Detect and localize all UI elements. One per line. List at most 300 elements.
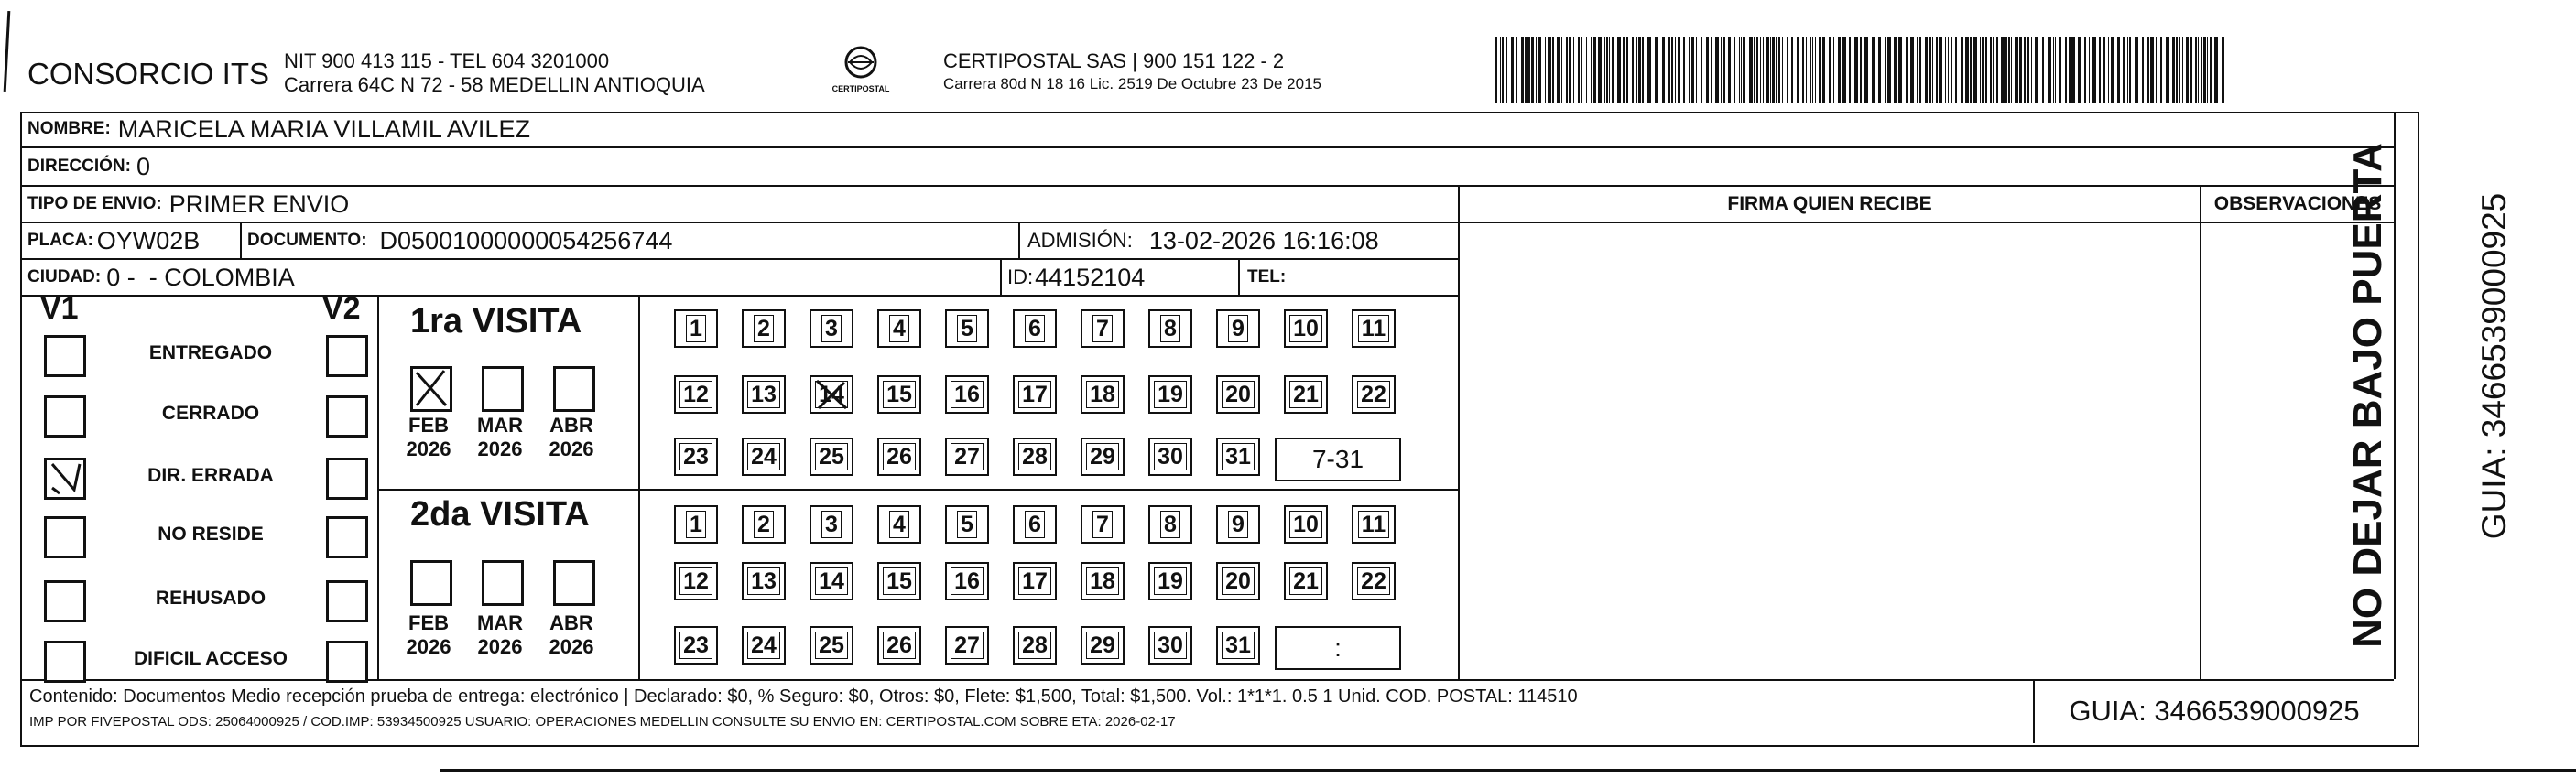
- day-box[interactable]: [810, 375, 853, 414]
- admision-value: 13-02-2026 16:16:08: [1148, 226, 1379, 254]
- barcode-bar: [1996, 37, 1998, 103]
- day-number: 21: [1289, 567, 1322, 595]
- barcode-bar: [1970, 37, 1972, 103]
- day-number: 7: [1092, 315, 1113, 342]
- barcode-bar: [2011, 37, 2012, 103]
- barcode-bar: [2203, 37, 2206, 103]
- day-number: 9: [1228, 511, 1248, 538]
- day-number: 8: [1160, 511, 1180, 538]
- tel-cell: [1247, 259, 1291, 296]
- day-box[interactable]: [1216, 375, 1260, 414]
- barcode-bar: [1593, 37, 1596, 103]
- day-box[interactable]: [1013, 562, 1057, 600]
- day-number: 5: [957, 511, 977, 538]
- month-checkbox-feb[interactable]: [410, 560, 452, 606]
- day-box[interactable]: [742, 626, 786, 665]
- time-box[interactable]: 7-31: [1275, 438, 1401, 481]
- barcode-bar: [1939, 37, 1942, 103]
- time-box[interactable]: :: [1275, 626, 1401, 670]
- barcode-bar: [1838, 37, 1841, 103]
- day-number: 10: [1289, 315, 1322, 342]
- nombre-value: MARICELA MARIA VILLAMIL AVILEZ: [117, 114, 530, 143]
- barcode-bar: [1776, 37, 1777, 103]
- barcode-bar: [1581, 37, 1582, 103]
- day-box[interactable]: [1148, 626, 1192, 665]
- day-box[interactable]: [674, 562, 718, 600]
- second-visit-title: 2da VISITA: [410, 495, 590, 534]
- status-option-label: DIR. ERRADA: [147, 465, 274, 486]
- v2-checkbox[interactable]: [326, 458, 368, 500]
- barcode-bar: [1668, 37, 1670, 103]
- barcode-bar: [1787, 37, 1788, 103]
- barcode-bar: [1612, 37, 1614, 103]
- barcode-bar: [1797, 37, 1799, 103]
- day-number: 1: [686, 511, 706, 538]
- barcode-bar: [1525, 37, 1527, 103]
- v2-label: V2: [322, 291, 361, 326]
- barcode-bar: [2190, 37, 2192, 103]
- barcode-bar: [1815, 37, 1816, 103]
- id-cell: [1007, 259, 1145, 296]
- day-number: 14: [815, 381, 848, 408]
- certipostal-logo-icon: [815, 42, 907, 106]
- day-number: 4: [889, 511, 909, 538]
- signature-left-border: [1458, 185, 1460, 679]
- day-box[interactable]: [877, 375, 921, 414]
- barcode-bar: [1936, 37, 1938, 103]
- day-number: 26: [883, 443, 916, 470]
- day-number: 10: [1289, 511, 1322, 538]
- certipostal-logo: [815, 42, 907, 106]
- day-box[interactable]: [1013, 438, 1057, 476]
- barcode-bar: [2186, 37, 2189, 103]
- barcode-bar: [1810, 37, 1811, 103]
- barcode-bar: [1770, 37, 1771, 103]
- certipostal-line1: CERTIPOSTAL SAS | 900 151 122 - 2: [943, 49, 1285, 72]
- day-number: 20: [1222, 567, 1255, 595]
- barcode-bar: [1516, 37, 1517, 103]
- barcode-bar: [1598, 37, 1602, 103]
- barcode-bar: [1948, 37, 1949, 103]
- barcode-bar: [1655, 37, 1658, 103]
- month-name: FEB: [408, 611, 449, 634]
- barcode-bar: [1569, 37, 1571, 103]
- barcode-bar: [2089, 37, 2090, 103]
- day-number: 25: [815, 632, 848, 659]
- day-box[interactable]: [1352, 562, 1396, 600]
- day-box[interactable]: [1352, 309, 1396, 348]
- v1-checkbox[interactable]: [44, 516, 86, 558]
- day-number: 15: [883, 381, 916, 408]
- month-label: [401, 414, 456, 461]
- day-box[interactable]: [1216, 438, 1260, 476]
- barcode-bar: [1945, 37, 1946, 103]
- barcode-bar: [2092, 37, 2096, 103]
- barcode-bar: [2005, 37, 2007, 103]
- barcode-bar: [1917, 37, 1918, 103]
- barcode-bar: [2135, 37, 2138, 103]
- day-number: 19: [1154, 567, 1187, 595]
- day-box[interactable]: [674, 309, 718, 348]
- barcode-bar: [1864, 37, 1868, 103]
- barcode-bar: [1531, 37, 1534, 103]
- day-number: 14: [815, 567, 848, 595]
- barcode-bar: [1647, 37, 1651, 103]
- status-divider: [377, 295, 379, 679]
- day-box[interactable]: [945, 438, 989, 476]
- barcode-bar: [2111, 37, 2114, 103]
- barcode-bar: [1502, 37, 1504, 103]
- day-box[interactable]: [810, 626, 853, 665]
- day-number: 17: [1018, 381, 1051, 408]
- day-check-mark-icon: [811, 377, 852, 412]
- documento-divider: [1018, 222, 1020, 258]
- barcode-bar: [1993, 37, 1994, 103]
- day-number: 31: [1222, 632, 1255, 659]
- company-address: Carrera 64C N 72 - 58 MEDELLIN ANTIOQUIA: [284, 73, 705, 96]
- day-number: 20: [1222, 381, 1255, 408]
- day-box[interactable]: [742, 375, 786, 414]
- ciudad-cell: [27, 259, 295, 296]
- barcode-bar: [2024, 37, 2026, 103]
- barcode-bar: [1691, 37, 1694, 103]
- barcode-bar: [2035, 37, 2038, 103]
- v1-checkbox[interactable]: [44, 641, 86, 683]
- day-number: 17: [1018, 567, 1051, 595]
- day-box[interactable]: [1148, 438, 1192, 476]
- day-box[interactable]: [1284, 505, 1328, 544]
- month-checkbox-mar[interactable]: [482, 560, 524, 606]
- month-year: 2026: [406, 635, 451, 658]
- day-box[interactable]: [1081, 562, 1125, 600]
- month-label: [401, 611, 456, 659]
- day-number: 6: [1025, 315, 1045, 342]
- month-label: [473, 611, 527, 659]
- month-name: FEB: [408, 414, 449, 437]
- day-box[interactable]: [1148, 562, 1192, 600]
- day-box[interactable]: [742, 309, 786, 348]
- day-box[interactable]: [1148, 375, 1192, 414]
- barcode-bar: [1760, 37, 1761, 103]
- barcode-bar: [2160, 37, 2162, 103]
- barcode-bar: [1985, 37, 1987, 103]
- day-number: 25: [815, 443, 848, 470]
- barcode-bar: [1662, 37, 1665, 103]
- barcode-bar: [1632, 37, 1634, 103]
- day-box[interactable]: [1081, 505, 1125, 544]
- day-box[interactable]: [1013, 505, 1057, 544]
- day-number: 27: [951, 443, 984, 470]
- day-number: 22: [1357, 381, 1390, 408]
- barcode-bar: [2065, 37, 2067, 103]
- day-box[interactable]: [1013, 626, 1057, 665]
- barcode-bar: [2198, 37, 2199, 103]
- barcode-bar: [1822, 37, 1825, 103]
- barcode-bar: [1636, 37, 1637, 103]
- barcode-bar: [2042, 37, 2044, 103]
- barcode-bar: [2222, 37, 2223, 103]
- day-number: 18: [1086, 567, 1119, 595]
- guia-vertical-text: GUIA: 3466539000925: [2475, 192, 2513, 540]
- day-number: 16: [951, 381, 984, 408]
- barcode-bar: [2210, 37, 2212, 103]
- barcode-bar: [1791, 37, 1793, 103]
- barcode-bar: [1573, 37, 1574, 103]
- barcode-bar: [2182, 37, 2183, 103]
- barcode-bar: [1566, 37, 1568, 103]
- barcode-bar: [1980, 37, 1981, 103]
- tel-label: TEL:: [1247, 267, 1287, 286]
- firma-header: FIRMA QUIEN RECIBE: [1727, 193, 1932, 214]
- day-number: 23: [679, 443, 712, 470]
- barcode-bar: [1683, 37, 1685, 103]
- placa-value: OYW02B: [96, 226, 201, 254]
- barcode-bar: [1756, 37, 1758, 103]
- v2-checkbox[interactable]: [326, 516, 368, 558]
- day-number: 13: [747, 381, 780, 408]
- barcode-bar: [1536, 37, 1537, 103]
- day-box[interactable]: [674, 375, 718, 414]
- barcode-bar: [2099, 37, 2101, 103]
- day-number: 5: [957, 315, 977, 342]
- day-box[interactable]: [1013, 375, 1057, 414]
- footer-guia: GUIA: 3466539000925: [2069, 695, 2360, 727]
- barcode-bar: [1887, 37, 1891, 103]
- barcode-bar: [1806, 37, 1807, 103]
- barcode-bar: [1604, 37, 1605, 103]
- day-box[interactable]: [1216, 562, 1260, 600]
- barcode-bar: [1842, 37, 1846, 103]
- barcode-bar: [1495, 37, 1497, 103]
- barcode-bar: [1586, 37, 1587, 103]
- month-checkbox-abr[interactable]: [553, 366, 595, 412]
- day-box[interactable]: [1013, 309, 1057, 348]
- admision-cell: [1027, 222, 1379, 259]
- barcode-bar: [1860, 37, 1862, 103]
- id-value: 44152104: [1035, 263, 1146, 291]
- day-box[interactable]: [1216, 309, 1260, 348]
- nombre-label: NOMBRE:: [27, 119, 111, 138]
- barcode-bar: [1973, 37, 1977, 103]
- barcode: [1495, 37, 2224, 103]
- barcode-bar: [2001, 37, 2005, 103]
- footer-contenido: Contenido: Documentos Medio recepción prueba de entrega: electrónico | Declarado: $0, % Seguro: $0, Otros: $0, Flete: $1,500, Total: $1,500. Vol.: 1*1*1. 0.5 1 Unid. COD. POSTAL: 114510: [29, 686, 1578, 707]
- day-box[interactable]: [1081, 375, 1125, 414]
- month-label: [473, 414, 527, 461]
- v1-checkbox[interactable]: [44, 335, 86, 377]
- day-box[interactable]: [1148, 505, 1192, 544]
- v2-checkbox[interactable]: [326, 641, 368, 683]
- status-option-label: CERRADO: [161, 403, 260, 424]
- visits-divider: [377, 489, 1458, 491]
- day-box[interactable]: [945, 309, 989, 348]
- day-box[interactable]: [810, 505, 853, 544]
- barcode-bar: [1561, 37, 1562, 103]
- barcode-bar: [1743, 37, 1745, 103]
- documento-value: D05001000000054256744: [379, 226, 673, 254]
- day-box[interactable]: [674, 438, 718, 476]
- month-checkbox-abr[interactable]: [553, 560, 595, 606]
- barcode-bar: [1925, 37, 1928, 103]
- nombre-row: [27, 111, 530, 147]
- barcode-bar: [2176, 37, 2178, 103]
- barcode-bar: [1623, 37, 1625, 103]
- barcode-bar: [1591, 37, 1592, 103]
- month-year: 2026: [549, 438, 594, 460]
- day-number: 26: [883, 632, 916, 659]
- admision-label: ADMISIÓN:: [1027, 229, 1133, 252]
- status-option-label: ENTREGADO: [148, 342, 273, 363]
- day-box[interactable]: [810, 562, 853, 600]
- barcode-bar: [1982, 37, 1984, 103]
- no-dejar-text: NO DEJAR BAJO PUERTA: [2345, 143, 2390, 648]
- documento-cell: [247, 222, 672, 259]
- v2-checkbox[interactable]: [326, 580, 368, 622]
- day-box[interactable]: [810, 309, 853, 348]
- direccion-row: [27, 147, 150, 186]
- day-box[interactable]: [945, 562, 989, 600]
- day-box[interactable]: [877, 505, 921, 544]
- day-box[interactable]: [742, 505, 786, 544]
- barcode-bar: [1671, 37, 1673, 103]
- day-box[interactable]: [1216, 505, 1260, 544]
- day-box[interactable]: [810, 438, 853, 476]
- barcode-bar: [1500, 37, 1501, 103]
- day-box[interactable]: [742, 562, 786, 600]
- barcode-bar: [1929, 37, 1931, 103]
- day-number: 28: [1018, 443, 1051, 470]
- barcode-bar: [1642, 37, 1644, 103]
- placa-cell: [27, 222, 200, 259]
- barcode-bar: [2207, 37, 2208, 103]
- documento-label: DOCUMENTO:: [247, 231, 367, 250]
- month-checkbox-mar[interactable]: [482, 366, 524, 412]
- day-box[interactable]: [877, 309, 921, 348]
- day-number: 16: [951, 567, 984, 595]
- day-number: 11: [1358, 315, 1389, 342]
- tipo-envio-value: PRIMER ENVIO: [168, 189, 350, 218]
- day-box[interactable]: [877, 562, 921, 600]
- barcode-bar: [1548, 37, 1551, 103]
- barcode-bar: [1678, 37, 1680, 103]
- day-number: 4: [889, 315, 909, 342]
- month-name: ABR: [549, 414, 593, 437]
- barcode-bar: [1829, 37, 1831, 103]
- barcode-bar: [1734, 37, 1735, 103]
- month-year: 2026: [549, 635, 594, 658]
- barcode-bar: [1578, 37, 1580, 103]
- v2-checkbox[interactable]: [326, 335, 368, 377]
- day-number: 31: [1222, 443, 1255, 470]
- month-year: 2026: [477, 438, 523, 460]
- day-box[interactable]: [877, 626, 921, 665]
- day-number: 27: [951, 632, 984, 659]
- day-number: 6: [1025, 511, 1045, 538]
- day-box[interactable]: [674, 626, 718, 665]
- day-number: 29: [1086, 632, 1119, 659]
- day-box[interactable]: [945, 505, 989, 544]
- barcode-bar: [1910, 37, 1914, 103]
- day-box[interactable]: [1081, 626, 1125, 665]
- barcode-bar: [1782, 37, 1783, 103]
- barcode-bar: [1538, 37, 1541, 103]
- day-number: 12: [679, 567, 712, 595]
- day-box[interactable]: [1148, 309, 1192, 348]
- barcode-bar: [1741, 37, 1742, 103]
- day-box[interactable]: [945, 375, 989, 414]
- day-box[interactable]: [877, 438, 921, 476]
- month-checkbox-feb[interactable]: [410, 366, 452, 412]
- barcode-bar: [1802, 37, 1804, 103]
- day-number: 18: [1086, 381, 1119, 408]
- barcode-bar: [1728, 37, 1731, 103]
- day-box[interactable]: [945, 626, 989, 665]
- day-number: 24: [747, 632, 780, 659]
- day-number: 23: [679, 632, 712, 659]
- barcode-bar: [1990, 37, 1992, 103]
- tipo-envio-row: [27, 186, 349, 222]
- barcode-bar: [1932, 37, 1933, 103]
- barcode-bar: [2172, 37, 2175, 103]
- barcode-bar: [1898, 37, 1902, 103]
- day-box[interactable]: [742, 438, 786, 476]
- v1-checkbox[interactable]: [44, 458, 86, 500]
- month-name: MAR: [476, 414, 524, 437]
- barcode-bar: [1557, 37, 1560, 103]
- v1-checkbox[interactable]: [44, 395, 86, 438]
- barcode-bar: [1527, 37, 1530, 103]
- barcode-bar: [2071, 37, 2075, 103]
- barcode-bar: [1552, 37, 1554, 103]
- barcode-bar: [2008, 37, 2010, 103]
- barcode-graphic: [1495, 37, 2224, 103]
- barcode-bar: [2179, 37, 2180, 103]
- barcode-bar: [2055, 37, 2056, 103]
- day-box[interactable]: [1081, 309, 1125, 348]
- day-box[interactable]: [674, 505, 718, 544]
- v1-checkbox[interactable]: [44, 580, 86, 622]
- barcode-bar: [1675, 37, 1676, 103]
- barcode-bar: [2214, 37, 2218, 103]
- barcode-bar: [1506, 37, 1507, 103]
- barcode-bar: [1754, 37, 1755, 103]
- direccion-label: DIRECCIÓN:: [27, 157, 131, 176]
- status-option-label: DIFICIL ACCESO: [133, 648, 288, 669]
- barcode-bar: [1689, 37, 1690, 103]
- placa-label: PLACA:: [27, 231, 93, 250]
- day-box[interactable]: [1352, 505, 1396, 544]
- barcode-bar: [1955, 37, 1957, 103]
- barcode-bar: [2031, 37, 2032, 103]
- day-box[interactable]: [1081, 438, 1125, 476]
- barcode-bar: [1854, 37, 1858, 103]
- barcode-bar: [2103, 37, 2105, 103]
- day-box[interactable]: [1284, 309, 1328, 348]
- day-box[interactable]: [1284, 562, 1328, 600]
- v2-checkbox[interactable]: [326, 395, 368, 438]
- barcode-bar: [1721, 37, 1722, 103]
- day-box[interactable]: [1352, 375, 1396, 414]
- barcode-bar: [1778, 37, 1780, 103]
- tipo-envio-label: TIPO DE ENVIO:: [27, 194, 162, 213]
- barcode-bar: [1723, 37, 1725, 103]
- day-box[interactable]: [1284, 375, 1328, 414]
- barcode-bar: [2147, 37, 2149, 103]
- barcode-bar: [2015, 37, 2018, 103]
- barcode-bar: [2027, 37, 2029, 103]
- observaciones-header: OBSERVACIONES: [2213, 193, 2382, 214]
- day-box[interactable]: [1216, 626, 1260, 665]
